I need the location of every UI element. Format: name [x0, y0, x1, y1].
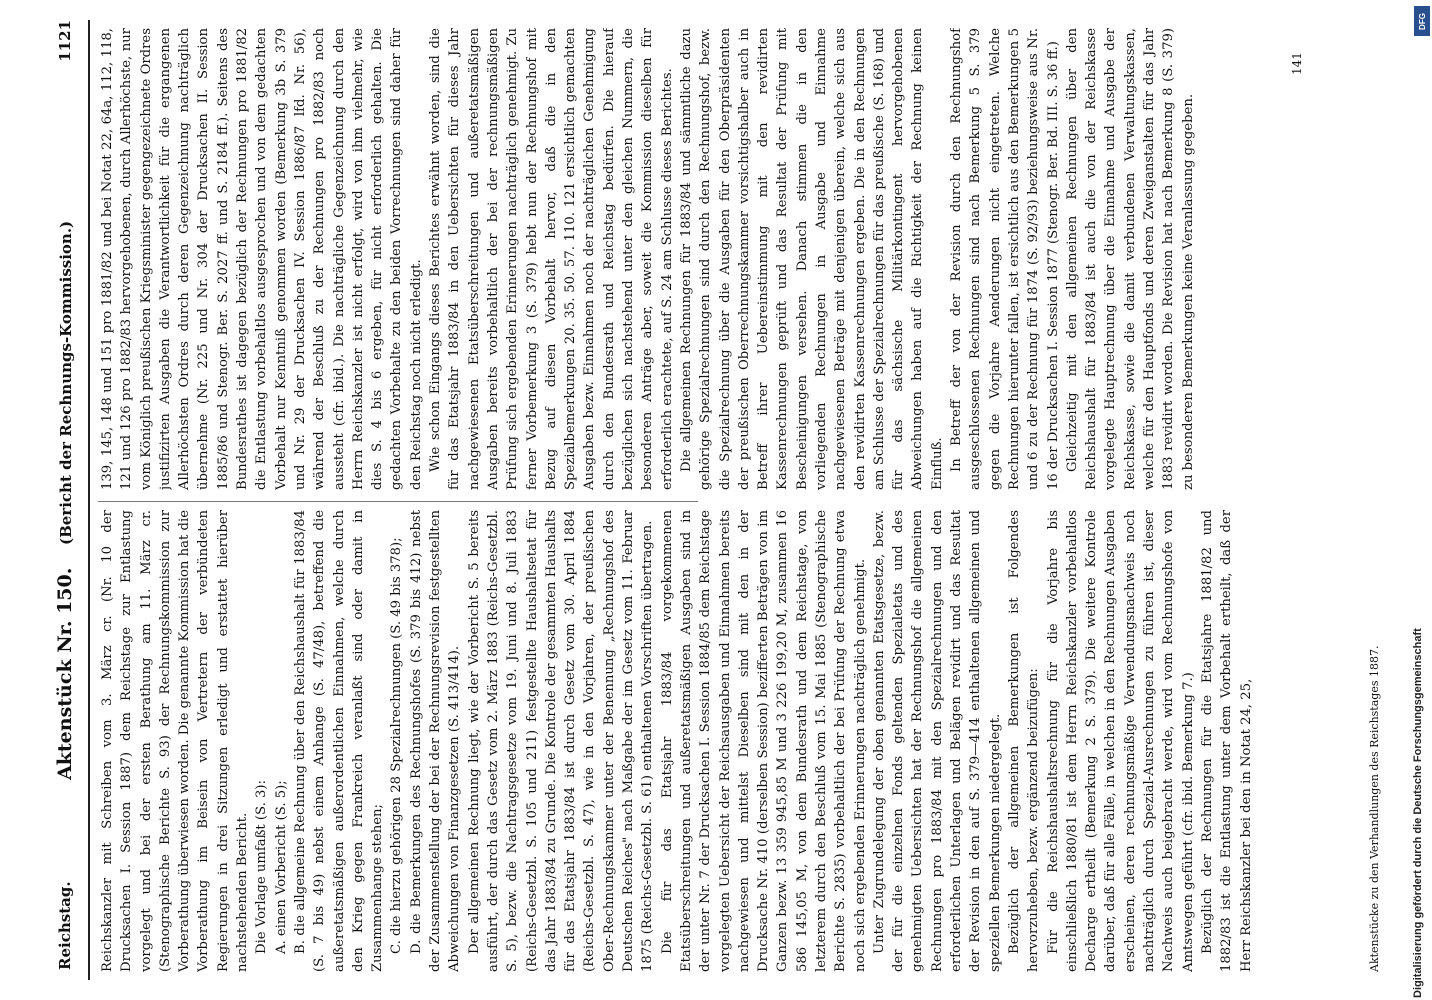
header-left: Reichstag. — [56, 881, 74, 970]
paragraph: Gleichzeitig mit den allgemeinen Rechnungen über den Reichshaushalt für 1883/84 ist auch die von der Reichskasse vorgelegte Hauptrechnung über die Einnahme und Ausgabe der Reichskasse, sowie die damit verbundenen Verwaltungskassen, welche für den Hauptfonds und deren Zweiganstalten für das Jahr 1883 revidirt worden. Die Revision hat nach Bemerkung 8 (S. 379) zu besonderen Bemerkungen keine Veranlassung gegeben. — [1064, 28, 1196, 490]
paragraph: Reichskanzler mit Schreiben vom 3. März cr. (Nr. 10 der Drucksachen I. Session 1887) dem Reichstage zur Entlastung vorgelegt und bei der ersten Berathung am 11. März cr. (Stenographische Berichte S. 93) der Rechnungskommission zur Vorberathung überwiesen worden. Die genannte Kommission hat die Vorberathung im Beisein von Vertretern der verbündeten Regierungen in drei Sitzungen erledigt und erstattet hierüber nachstehenden Bericht. — [100, 510, 251, 972]
header-aktenstueck: Aktenstück Nr. 150. — [54, 567, 76, 780]
paragraph: In Betreff der von der Revision durch den Rechnungshof ausgeschlossenen Rechnungen sind nach Bemerkung 5 S. 379 gegen die Vorjahre Aenderungen nicht eingetreten. Welche Rechnungen hierunter fallen, ist ersichtlich aus den Bemerkungen 5 und 6 zu der Rechnung für 1874 (S. 92/93) beziehungsweise aus Nr. 16 der Drucksachen I. Session 1877 (Stenogr. Ber. Bd. III. S. 36 ff.) — [949, 28, 1061, 490]
paragraph: Unter Zugrundelegung der oben genannten Etatsgesetze, bezw. der für die einzelnen Fonds geltenden Spezialetats und des genehmigten Uebersichten hat der Rechnungshof die allgemeinen Rechnungen pro 1883/84 mit den Spezialrechnungen und den erforderlichen Unterlagen und Belägen revidirt und das Resultat der Revision in den auf S. 379—414 enthaltenen allgemeinen und speziellen Bemerkungen niedergelegt. — [871, 510, 1003, 972]
paragraph: Wie schon Eingangs dieses Berichtes erwähnt worden, sind die für das Etatsjahr 1883/84 in den Uebersichten für dieses Jahr nachgewiesenen Etatsüberschreitungen und außeretatsmäßigen Ausgaben bereits vorbehaltlich der bei der rechnungsmäßigen Prüfung sich ergebenden Erinnerungen nachträglich genehmigt. Zu ferner Vorbemerkung 3 (S. 379) hebt nun der Rechnungshof mit Bezug auf diesen Vorbehalt hervor, daß die in den Spezialbemerkungen 20. 35. 50. 57. 110. 121 ersichtlich gemachten Ausgaben bezw. Einnahmen noch der nachträglichen Genehmigung durch den Bundesrath und Reichstag bedürfen. Die hierauf bezüglichen sich nachstehend unter den gleichen Nummern, die besonderen Anträge aber, soweit die Kommission dieselben für erforderlich erachtete, auf S. 24 am Schlusse dieses Berichtes. — [428, 28, 675, 490]
header-title — [54, 221, 76, 780]
right-column — [98, 28, 1358, 490]
left-column — [98, 510, 1358, 972]
rotated-document-page — [50, 20, 1410, 980]
page-number: 1121 — [56, 20, 74, 62]
page-header — [50, 20, 84, 980]
column-separator — [98, 501, 698, 502]
paragraph: 139, 145, 148 und 151 pro 1881/82 und bei Notat 22, 64a, 112, 118, 121 und 126 pro 1882/83 hervorgehobenen, durch Allerhöchste, nur vom Königlich preußischen Kriegsminister gegengezeichnete Ordres justifizirten Ausgaben die Verantwortlichkeit für die ergangenen Allerhöchsten Ordres durch deren Gegenzeichnung nachträglich übernehme (Nr. 225 und Nr. 304 der Drucksachen II. Session 1885/86 und Stenogr. Ber. S. 2027 ff. und S. 2184 ff.). Seitens des Bundesrathes ist dagegen bezüglich der Rechnungen pro 1881/82 die Entlastung vorbehaltlos ausgesprochen und von dem gedachten Vorbehalt nur Kenntniß genommen worden (Bemerkung 3b S. 379 und Nr. 29 der Drucksachen IV. Session 1886/87 lfd. Nr. 56), während der Beschluß zu der Rechnungen pro 1882/83 noch aussteht (cfr. ibid.). Die nachträgliche Gegenzeichnung durch den Herrn Reichskanzler ist nicht erfolgt, wird von ihm vielmehr, wie dies S. 4 bis 6 ergeben, für nicht erforderlich gehalten. Die gedachten Vorbehalte zu den beiden Vorrechnungen sind daher für den Reichstag noch nicht erledigt. — [100, 28, 424, 490]
dfg-logo-icon: DFG — [1414, 6, 1430, 36]
paragraph: Bezüglich der allgemeinen Bemerkungen ist Folgendes hervorzuheben, bezw. ergänzend beizufügen: — [1006, 510, 1042, 972]
paragraph: B. die allgemeine Rechnung über den Reichshaushalt für 1883/84 (S. 7 bis 49) nebst einem Anhange (S. 47/48), betreffend die außeretatsmäßigen außerordentlichen Einnahmen, welche durch den Krieg gegen Frankreich veranlaßt sind oder damit in Zusammenhange stehen; — [292, 510, 386, 972]
page-footer: Aktenstücke zu den Verhandlungen des Reichstages 1887. — [1368, 645, 1381, 972]
header-rule — [88, 20, 90, 980]
paragraph: Die für das Etatsjahr 1883/84 vorgekommenen Etatsüberschreitungen und außeretatsmäßigen Ausgaben sind in der unter Nr. 7 der Drucksachen I. Session 1884/85 dem Reichstage vorgelegten Uebersicht der Reichsausgaben und Einnahmen bereits nachgewiesen und mittelst Dieselben sind mit den in der Drucksache Nr. 410 (derselben Session) bezifferten Beträgen von im Ganzen bezw. 13 359 945,85 M und 3 226 199,20 M, zusammen 16 586 145,05 M, von dem Bundesrath und dem Reichstage, von letzterem durch den Beschluß vom 15. Mai 1885 (Stenographische Berichte S. 2835) vorbehaltlich der bei Prüfung der Rechnung etwa noch sich ergebenden Erinnerungen nachträglich genehmigt. — [659, 510, 868, 972]
paragraph: Die Vorlage umfaßt (S. 3): — [254, 780, 270, 954]
paragraph: Für die Reichshaushaltsrechnung für die Vorjahre bis einschließlich 1880/81 ist dem Herrn Reichskanzler vorbehaltlos Decharge ertheilt (Bemerkung 2 S. 379). Die weitere Kontrole darüber, daß für alle Fälle, in welchen in den Rechnungen Ausgaben erscheinen, deren rechnungsmäßige Verwendungsnachweis noch nachträglich durch Spezial-Ausrechnungen zu führen ist, dieser Nachweis auch beigebracht werde, wird vom Rechnungshofe von Amtswegen geführt (cfr. ibid. Bemerkung 7.) — [1045, 510, 1196, 972]
signature-mark: 141 — [1290, 52, 1304, 75]
paragraph: Die allgemeinen Rechnungen für 1883/84 und sämmtliche dazu gehörige Spezialrechnungen sind durch den Rechnungshof, bezw. die Spezialrechnung über die Ausgaben für den Oberpräsidenten der preußischen Oberrechnungskammer vorsichtigshalber auch in Betreff ihrer Uebereinstimmung mit den revidirten Kassenrechnungen geprüft und das Resultat der Prüfung mit Bescheinigungen versehen. Danach stimmen die in den vorliegenden Rechnungen in Ausgabe und Einnahme nachgewiesenen Beträge mit denjenigen überein, welche sich aus den revidirten Kassenrechnungen ergeben. Die in den Rechnungen am Schlusse der Spezialrechnungen für das preußische (S. 168) und für das sächsische Militärkontingent hervorgehobenen Abweichungen haben auf die Richtigkeit der Rechnung keinen Einfluß. — [678, 28, 945, 490]
paragraph: C. die hierzu gehörigen 28 Spezialrechnungen (S. 49 bis 378); — [389, 537, 405, 954]
paragraph: Bezüglich der Rechnungen für die Etatsjahre 1881/82 und 1882/83 ist die Entlastung unter dem Vorbehalt ertheilt, daß der Herr Reichskanzler bei den in Notat 24, 25, — [1199, 510, 1254, 972]
paragraph: Der allgemeinen Rechnung liegt, wie der Vorbericht S. 5 bereits ausführt, der durch das Gesetz vom 2. März 1883 (Reichs-Gesetzbl. S. 5), bezw. die Nachtragsgesetze vom 19. Juni und 8. Juli 1883 (Reichs-Gesetzbl. S. 105 und 211) festgestellte Haushaltsetat für das Jahr 1883/84 zu Grunde. Die Kontrole der gesammten Haushalts für das Etatsjahr 1883/84 ist durch Gesetz vom 30. April 1884 (Reichs-Gesetzbl. S. 47), wie in den Vorjahren, der preußischen Ober-Rechnungskammer unter der Benennung „Rechnungshof des Deutschen Reiches" nach Maßgabe der im Gesetz vom 11. Februar 1875 (Reichs-Gesetzbl. S. 61) enthaltenen Vorschriften übertragen. — [466, 510, 656, 972]
paragraph: D. die Bemerkungen des Rechnungshofes (S. 379 bis 412) nebst der Zusammenstellung der bei der Rechnungsrevision festgestellten Abweichungen von Finanzgesetzen (S. 413/414). — [408, 510, 463, 972]
header-subtitle: (Bericht der Rechnungs-Kommission.) — [57, 220, 75, 546]
paragraph: A. einen Vorbericht (S. 5); — [273, 780, 289, 954]
digitization-note: Digitalisierung gefördert durch die Deutsche Forschungsgemeinschaft — [1412, 628, 1424, 998]
